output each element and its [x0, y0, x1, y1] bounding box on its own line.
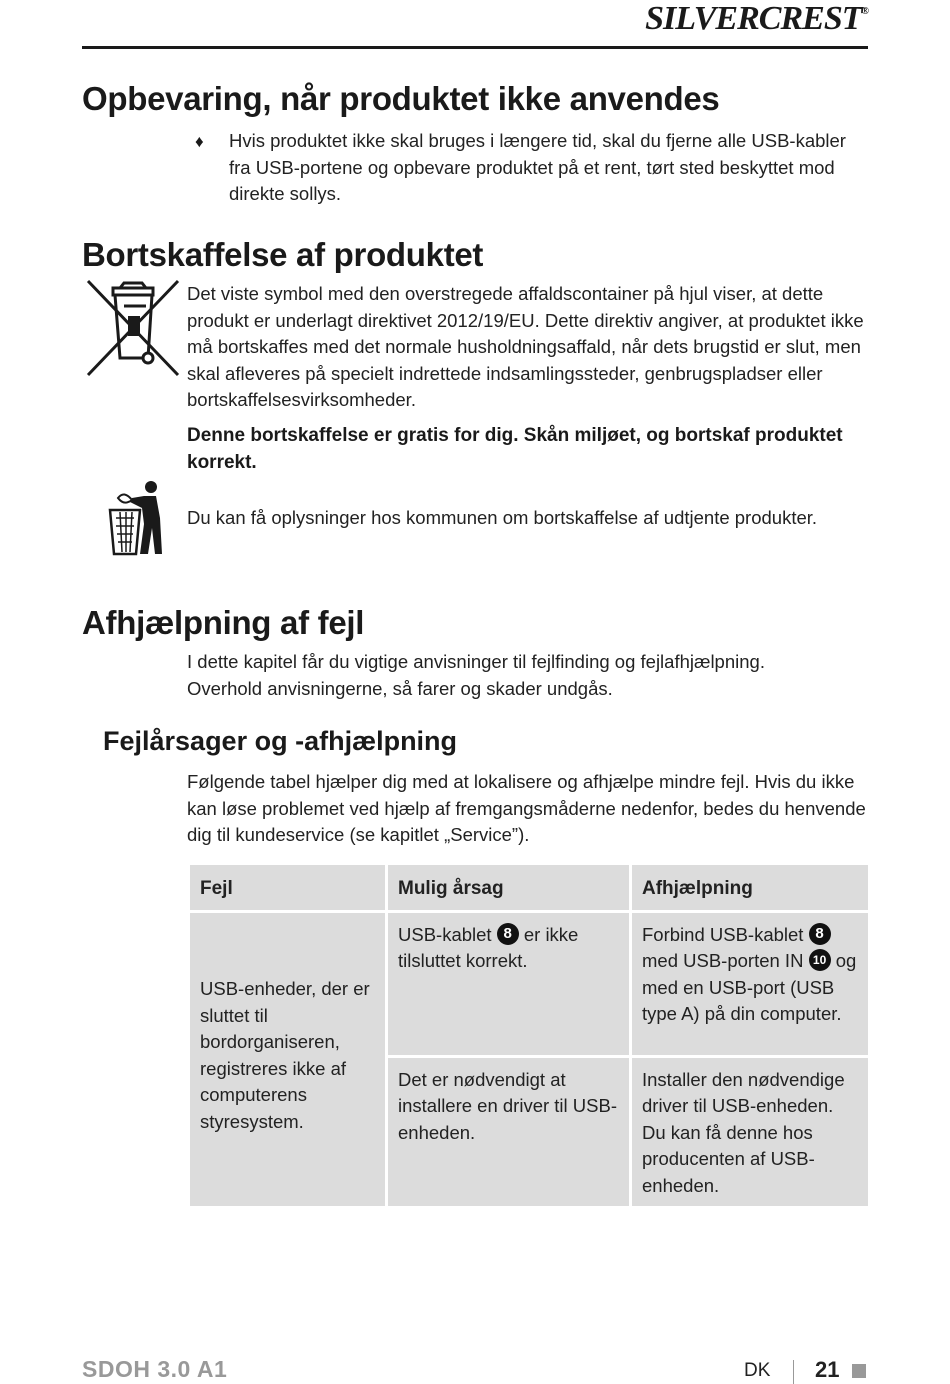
table-row [189, 911, 870, 1056]
disposal-heading: Bortskaffelse af produktet [82, 236, 484, 273]
table-cell-cause-1 [387, 911, 631, 1056]
table-cell-remedy-1 [631, 911, 870, 1056]
table-header-fault: Fejl [189, 864, 387, 912]
brand-name: SILVERCREST [645, 0, 862, 37]
causes-subheading: Fejlårsager og -afhjælpning [103, 726, 458, 756]
table-header-cause: Mulig årsag [387, 864, 631, 912]
storage-bullet-text: Hvis produktet ikke skal bruges i længere tid, skal du fjerne alle USB-kabler fra USB-portene og opbevare produktet på et rent, tørt sted beskyttet mod direkte sollys. [229, 130, 846, 204]
header-rule [82, 46, 868, 49]
disposal-info: Du kan få oplysninger hos kommunen om bortskaffelse af udtjente produkter. [187, 507, 818, 528]
table-cell-remedy-2: Installer den nødvendige driver til USB-enheden. Du kan få denne hos producenten af USB-enheden. [631, 1056, 870, 1208]
table-cell-cause-2: Det er nødvendigt at installere en driver til USB-enheden. [387, 1056, 631, 1208]
causes-intro: Følgende tabel hjælper dig med at lokalisere og afhjælpe mindre fejl. Hvis du ikke kan løse problemet ved hjælp af fremgangsmåderne nedenfor, bedes du henvende dig til kundeservice (se kapitlet „Service”). [187, 771, 866, 845]
remedy-1-text-b: med USB-porten IN [642, 950, 804, 971]
table-header-remedy: Afhjælpning [631, 864, 870, 912]
troubleshooting-intro: I dette kapitel får du vigtige anvisninger til fejlfinding og fejlafhjælpning. Overhold anvisningerne, så farer og skader undgås. [187, 651, 765, 699]
recycle-person-icon [104, 478, 168, 558]
fault-text: USB-enheder, der er sluttet til bordorganiseren, registreres ikke af computerens styresystem. [200, 978, 370, 1132]
cause-1-text-a: USB-kablet [398, 923, 492, 945]
page-number: 21 [815, 1357, 840, 1382]
storage-heading: Opbevaring, når produktet ikke anvendes [82, 80, 720, 117]
footer-separator [793, 1360, 794, 1384]
disposal-paragraph: Det viste symbol med den overstregede affaldscontainer på hjul viser, at dette produkt er underlagt direktivet 2012/19/EU. Dette direktiv angiver, at produktet ikke må bortskaffes med det normale husholdningsaffald, når dets brugstid er slut, men skal afleveres på specielt indrettede indsamlingssteder, genbrugspladser eller bortskaffelsesvirksomheder. [187, 283, 864, 410]
disposal-bold-note: Denne bortskaffelse er gratis for dig. Skån miljøet, og bortskaf produktet korrekt. [187, 425, 843, 473]
brand-logo [645, 0, 868, 38]
footer-square-mark [852, 1364, 866, 1378]
brand-registered-mark: ® [861, 6, 868, 17]
footer-model: SDOH 3.0 A1 [82, 1356, 228, 1382]
part-number-badge: 8 [497, 923, 519, 945]
troubleshooting-table [187, 862, 871, 1209]
crossed-bin-icon [84, 278, 182, 378]
table-cell-fault [189, 911, 387, 1208]
cause-1-text-b: er ikke tilsluttet korrekt. [398, 923, 579, 971]
bullet-marker: ♦ [195, 132, 204, 151]
remedy-1-text-a: Forbind USB-kablet [642, 923, 804, 945]
troubleshooting-heading: Afhjælpning af fejl [82, 604, 365, 641]
part-number-badge: 8 [809, 923, 831, 945]
footer-language: DK [744, 1360, 771, 1381]
remedy-1-text-c: og med en USB-port (USB type A) på din computer. [642, 950, 857, 1024]
part-number-badge: 10 [809, 949, 831, 971]
table-header-row [189, 864, 870, 912]
